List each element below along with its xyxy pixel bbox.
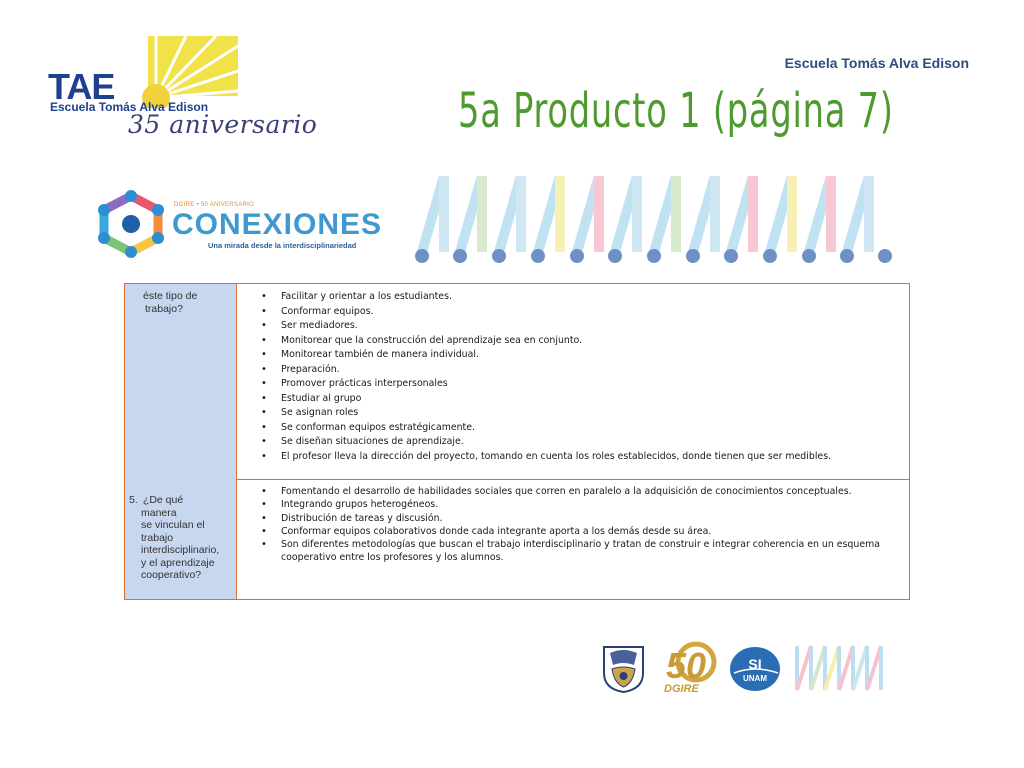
list-item: • El profesor lleva la dirección del proyecto, tomando en cuenta los roles establecidos, donde tienen que ser medibles. (281, 450, 831, 465)
answer-cell (237, 284, 909, 479)
tae-initials: TAE (48, 66, 115, 107)
list-item: • Integrando grupos heterogéneos. (281, 498, 921, 511)
question-line: ¿De qué (142, 494, 184, 506)
question-line: éste tipo de (143, 290, 198, 302)
list-item: • Se conforman equipos estratégicamente. (281, 421, 831, 436)
unam-text: UNAM (743, 674, 767, 683)
list-item: • Conformar equipos. (281, 305, 831, 320)
table-row (125, 284, 909, 480)
question-text (143, 290, 233, 315)
question-cell (125, 284, 237, 479)
si-unam-logo (728, 643, 782, 693)
tae-anniversary: 35 aniversario (128, 110, 318, 139)
answer-list (237, 290, 831, 464)
dgire-number: 50 (666, 645, 707, 686)
tae-logo (40, 30, 320, 165)
question-line: manera (141, 506, 177, 519)
table-row (125, 479, 909, 599)
list-item: • Se asignan roles (281, 406, 831, 421)
stripes-banner (414, 176, 898, 264)
sun-icon (116, 36, 238, 108)
stripes-small-logo (793, 642, 888, 692)
conexiones-wordmark: CONEXIONES (172, 208, 383, 241)
question-line: trabajo? (145, 302, 183, 315)
dgire-text: DGIRE (664, 683, 699, 695)
list-item: • Facilitar y orientar a los estudiantes. (281, 290, 831, 305)
list-item: • Se diseñan situaciones de aprendizaje. (281, 435, 831, 450)
content-table (124, 283, 910, 600)
question-cell (125, 479, 237, 599)
list-item: • Distribución de tareas y discusión. (281, 512, 921, 525)
conexiones-tagline: Una mirada desde la interdisciplinariedad (208, 241, 357, 250)
si-text: SI (748, 656, 762, 672)
list-item: • Son diferentes metodologías que buscan el trabajo interdisciplinario y tratan de construir e integrar coherencia en un esquema cooperativo entre los profesores y los alumnos. (281, 538, 921, 565)
conexiones-logo (92, 180, 392, 260)
list-item: • Conformar equipos colaborativos donde cada integrante aporta a los demás desde su área. (281, 525, 921, 538)
question-line: interdisciplinario, (141, 544, 220, 556)
list-item: • Preparación. (281, 363, 831, 378)
question-line: y el aprendizaje (141, 556, 215, 569)
list-item: • Monitorear que la construcción del aprendizaje sea en conjunto. (281, 334, 831, 349)
question-line: trabajo (141, 531, 174, 544)
network-icon (92, 188, 170, 260)
list-item: • Promover prácticas interpersonales (281, 377, 831, 392)
answer-list (237, 485, 921, 565)
list-item: • Fomentando el desarrollo de habilidades sociales que corren en paralelo a la adquisición de conocimientos conceptuales. (281, 485, 921, 498)
dgire-50-logo (660, 640, 718, 696)
tae-school-name: Escuela Tomás Alva Edison (50, 100, 209, 114)
conexiones-small-text: DGIRE • 50 ANIVERSARIO (174, 202, 255, 208)
question-line: cooperativo? (141, 569, 202, 581)
answer-cell (237, 479, 909, 599)
question-text (129, 494, 235, 582)
question-number: 5. (129, 494, 138, 506)
list-item: • Monitorear también de manera individual. (281, 348, 831, 363)
unam-crest-icon (600, 643, 647, 693)
page-title: 5a Producto 1 (página 7) (458, 83, 894, 139)
question-line: se vinculan el (141, 519, 205, 531)
list-item: • Ser mediadores. (281, 319, 831, 334)
list-item: • Estudiar al grupo (281, 392, 831, 407)
school-name: Escuela Tomás Alva Edison (784, 55, 969, 71)
